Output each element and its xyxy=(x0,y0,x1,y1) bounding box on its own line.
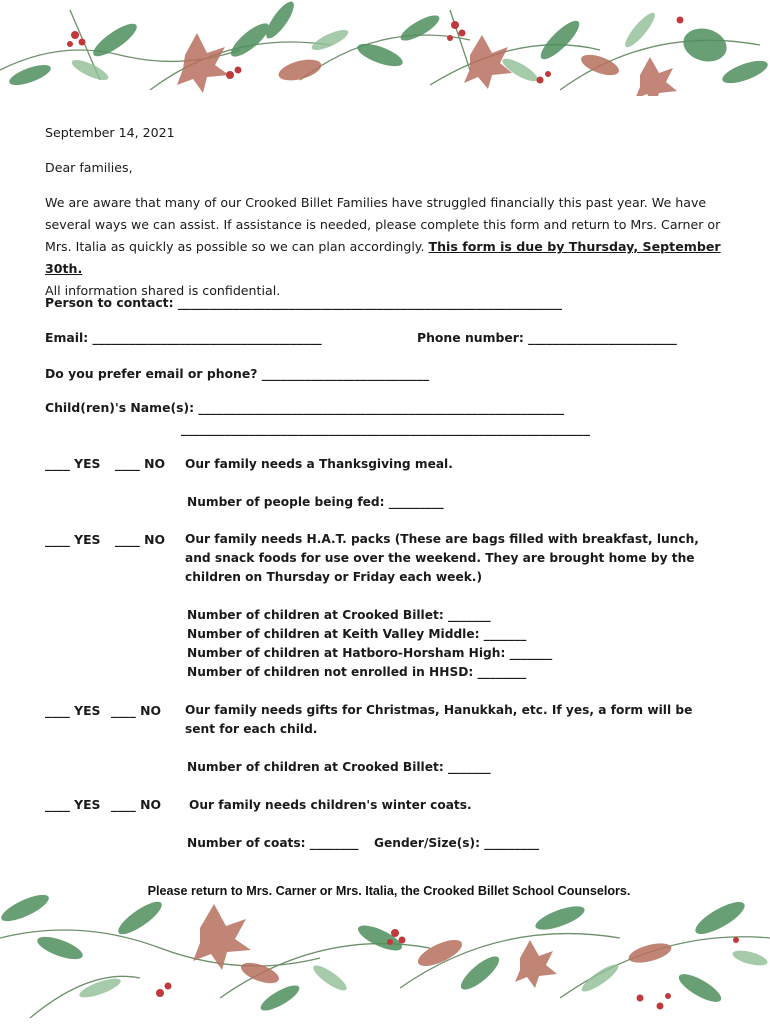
gender-size-field[interactable]: Gender/Size(s): _________ xyxy=(374,836,540,850)
children-names-field[interactable]: Child(ren)'s Name(s): ___________________________________________________________ xyxy=(45,400,564,415)
confidential-notice: All information shared is confidential. xyxy=(45,283,281,298)
return-instructions: Please return to Mrs. Carner or Mrs. Italia, the Crooked Billet School Counselors. xyxy=(147,884,631,898)
gifts-no-option[interactable]: ____ NO xyxy=(111,703,161,718)
gifts-children-crooked-billet-field[interactable]: Number of children at Crooked Billet: _______ xyxy=(187,760,491,774)
hat-packs-no-option[interactable]: ____ NO xyxy=(115,532,165,547)
gifts-question: Our family needs gifts for Christmas, Hanukkah, etc. If yes, a form will be sent for each child. xyxy=(185,703,693,736)
hat-packs-question: Our family needs H.A.T. packs (These are bags filled with breakfast, lunch, and snack foods for use over the weekend. They are brought home by the children on Thursday or Friday each week.) xyxy=(185,532,699,584)
hat-packs-yes-option[interactable]: ____ YES xyxy=(45,532,101,547)
people-fed-field[interactable]: Number of people being fed: _________ xyxy=(187,495,444,509)
top-foliage-banner xyxy=(0,0,770,96)
due-date-notice: This form is due by Thursday, September 30th. xyxy=(45,239,721,276)
children-hatboro-horsham-field[interactable]: Number of children at Hatboro-Horsham High: _______ xyxy=(187,646,553,660)
foliage-illustration-bottom xyxy=(0,878,770,1024)
children-crooked-billet-field[interactable]: Number of children at Crooked Billet: _______ xyxy=(187,608,491,622)
contact-preference-field[interactable]: Do you prefer email or phone? ___________________________ xyxy=(45,366,430,381)
foliage-illustration xyxy=(0,0,770,96)
children-keith-valley-field[interactable]: Number of children at Keith Valley Middle: _______ xyxy=(187,627,527,641)
thanksgiving-question: Our family needs a Thanksgiving meal. xyxy=(185,457,453,471)
email-field[interactable]: Email: _____________________________________ xyxy=(45,330,322,345)
thanksgiving-yes-option[interactable]: ____ YES xyxy=(45,456,101,471)
gifts-yes-option[interactable]: ____ YES xyxy=(45,703,101,718)
coats-no-option[interactable]: ____ NO xyxy=(111,797,161,812)
thanksgiving-no-option[interactable]: ____ NO xyxy=(115,456,165,471)
children-not-enrolled-field[interactable]: Number of children not enrolled in HHSD: ________ xyxy=(187,665,527,679)
letter-greeting: Dear families, xyxy=(45,160,133,175)
person-to-contact-field[interactable]: Person to contact: ______________________________________________________________ xyxy=(45,295,562,310)
intro-text: We are aware that many of our Crooked Billet Families have struggled financially this past year. We have several ways we can assist. If assistance is needed, please complete this form and return to Mrs. Carner or Mrs. Italia as quickly as possible so we can plan accordingly. xyxy=(45,195,721,254)
bottom-foliage-banner xyxy=(0,878,770,1024)
intro-paragraph xyxy=(45,192,725,302)
number-of-coats-field[interactable]: Number of coats: ________ xyxy=(187,836,359,850)
coats-yes-option[interactable]: ____ YES xyxy=(45,797,101,812)
phone-number-field[interactable]: Phone number: ________________________ xyxy=(417,330,677,345)
children-names-continuation[interactable]: __________________________________________________________________ xyxy=(181,421,590,436)
coats-question: Our family needs children's winter coats. xyxy=(189,798,472,812)
letter-date: September 14, 2021 xyxy=(45,125,175,140)
